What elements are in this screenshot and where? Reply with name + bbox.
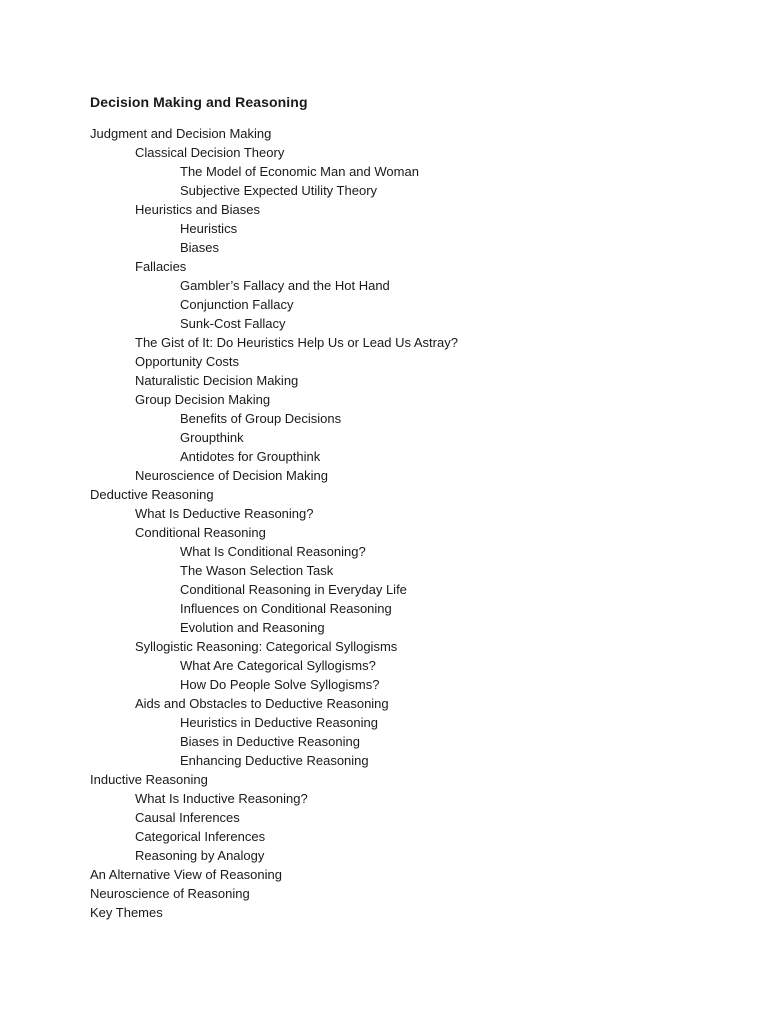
outline-heading: Inductive Reasoning (90, 772, 208, 787)
outline-subheading: Aids and Obstacles to Deductive Reasoning (135, 696, 389, 711)
outline-subheading: Heuristics and Biases (135, 202, 260, 217)
outline-subsubheading: How Do People Solve Syllogisms? (180, 677, 380, 692)
outline-subheading: What Is Deductive Reasoning? (135, 506, 314, 521)
outline-subsubheading: Gambler’s Fallacy and the Hot Hand (180, 278, 390, 293)
outline-subsubheading: Antidotes for Groupthink (180, 449, 321, 464)
outline-heading: An Alternative View of Reasoning (90, 867, 282, 882)
outline-subheading: Group Decision Making (135, 392, 271, 407)
outline-subheading: Classical Decision Theory (135, 145, 285, 160)
outline-subheading: Reasoning by Analogy (135, 848, 265, 863)
outline-heading: Key Themes (90, 905, 163, 920)
outline-subsubheading: Sunk-Cost Fallacy (180, 316, 286, 331)
document-title: Decision Making and Reasoning (90, 94, 308, 110)
outline-subheading: What Is Inductive Reasoning? (135, 791, 308, 806)
outline-subheading: Naturalistic Decision Making (135, 373, 299, 388)
outline-subheading: The Gist of It: Do Heuristics Help Us or Lead Us Astray? (135, 335, 458, 350)
outline-subsubheading: What Is Conditional Reasoning? (180, 544, 366, 559)
outline-subsubheading: The Model of Economic Man and Woman (180, 164, 419, 179)
outline-subheading: Neuroscience of Decision Making (135, 468, 328, 483)
outline-subheading: Causal Inferences (135, 810, 240, 825)
outline-subsubheading: What Are Categorical Syllogisms? (180, 658, 376, 673)
outline-heading: Neuroscience of Reasoning (90, 886, 250, 901)
outline-heading: Deductive Reasoning (90, 487, 214, 502)
outline-subsubheading: Biases in Deductive Reasoning (180, 734, 360, 749)
outline-heading: Judgment and Decision Making (90, 126, 272, 141)
outline-subheading: Categorical Inferences (135, 829, 266, 844)
outline-subsubheading: Heuristics in Deductive Reasoning (180, 715, 378, 730)
outline-subsubheading: Benefits of Group Decisions (180, 411, 342, 426)
outline-subsubheading: Conditional Reasoning in Everyday Life (180, 582, 407, 597)
outline-list (90, 124, 458, 922)
outline-subsubheading: Groupthink (180, 430, 244, 445)
outline-subsubheading: The Wason Selection Task (180, 563, 334, 578)
outline-subsubheading: Conjunction Fallacy (180, 297, 294, 312)
outline-subheading: Syllogistic Reasoning: Categorical Syllogisms (135, 639, 398, 654)
outline-subsubheading: Biases (180, 240, 220, 255)
outline-subheading: Conditional Reasoning (135, 525, 266, 540)
outline-subsubheading: Evolution and Reasoning (180, 620, 325, 635)
outline-subsubheading: Enhancing Deductive Reasoning (180, 753, 369, 768)
outline-subheading: Fallacies (135, 259, 187, 274)
outline-subsubheading: Influences on Conditional Reasoning (180, 601, 392, 616)
outline-subsubheading: Heuristics (180, 221, 238, 236)
outline-subheading: Opportunity Costs (135, 354, 240, 369)
outline-subsubheading: Subjective Expected Utility Theory (180, 183, 378, 198)
